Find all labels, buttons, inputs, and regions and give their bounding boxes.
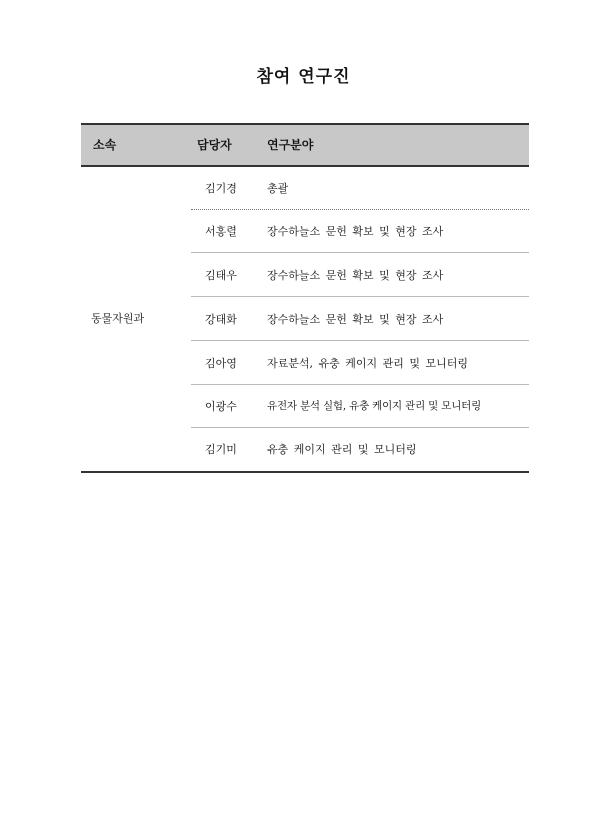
researchers-table [81, 123, 529, 473]
page-title: 참여 연구진 [256, 67, 351, 87]
table-row [191, 254, 529, 297]
table-row [191, 167, 529, 210]
person-cell: 김기미 [205, 443, 237, 456]
table-row [191, 385, 529, 428]
table-header [81, 125, 529, 167]
field-cell: 유전자 분석 실험, 유충 케이지 관리 및 모니터링 [267, 400, 482, 412]
field-cell: 장수하늘소 문헌 확보 및 현장 조사 [267, 269, 444, 282]
field-cell: 총괄 [267, 182, 289, 195]
org-cell: 동물자원과 [91, 312, 145, 325]
table-row [191, 298, 529, 341]
person-cell: 이광수 [205, 400, 237, 413]
field-cell: 자료분석, 유충 케이지 관리 및 모니터링 [267, 357, 468, 370]
person-cell: 서홍렬 [205, 225, 237, 238]
table-body [81, 167, 529, 471]
header-field: 연구분야 [267, 138, 314, 152]
person-cell: 강태화 [205, 313, 237, 326]
field-cell: 장수하늘소 문헌 확보 및 현장 조사 [267, 313, 444, 326]
header-person: 담당자 [197, 138, 232, 152]
header-org: 소속 [93, 138, 117, 152]
table-row [191, 342, 529, 385]
table-row [191, 210, 529, 253]
field-cell: 유충 케이지 관리 및 모니터링 [267, 443, 417, 456]
person-cell: 김아영 [205, 357, 237, 370]
field-cell: 장수하늘소 문헌 확보 및 현장 조사 [267, 225, 444, 238]
person-cell: 김태우 [205, 269, 237, 282]
person-cell: 김기경 [205, 182, 237, 195]
table-row [191, 428, 529, 471]
